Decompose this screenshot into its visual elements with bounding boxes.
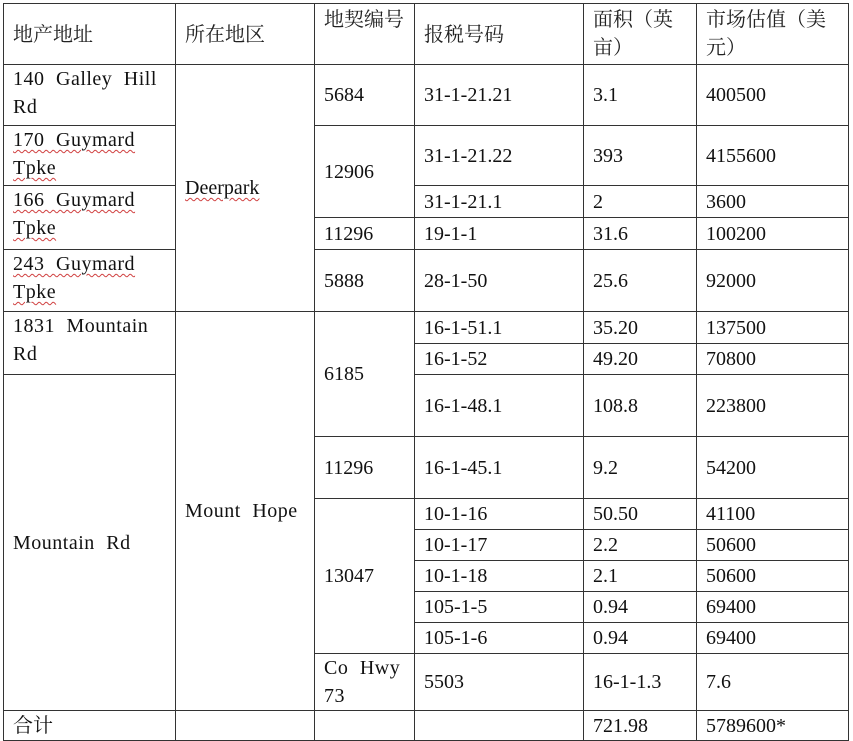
table-row [4, 186, 849, 218]
tax-cell: 10-1-17 [415, 530, 584, 561]
tax-cell: 19-1-1 [415, 218, 584, 250]
table-row [4, 126, 849, 186]
address-cell [4, 65, 176, 126]
area-cell: 7.6 [697, 654, 849, 711]
area-cell: 9.2 [584, 437, 697, 499]
header-row [4, 4, 849, 65]
deed-cell: 11296 [315, 437, 415, 499]
deed-cell: 5684 [315, 65, 415, 126]
header-area: 面积（英亩） [584, 4, 697, 65]
area-cell: 2 [584, 186, 697, 218]
address-cell [4, 186, 176, 250]
table-row [4, 250, 849, 312]
deed-cell: 12906 [315, 126, 415, 218]
header-tax: 报税号码 [415, 4, 584, 65]
value-cell: 223800 [697, 375, 849, 437]
empty-cell [315, 711, 415, 741]
value-cell: 100200 [697, 218, 849, 250]
total-label: 合计 [4, 711, 176, 741]
deed-cell: 5503 [415, 654, 584, 711]
total-row [4, 711, 849, 741]
area-cell: 49.20 [584, 344, 697, 375]
address-cell [4, 375, 176, 711]
address-text: 140 Galley Hill Rd [13, 68, 157, 118]
value-cell: 3600 [697, 186, 849, 218]
tax-cell: 31-1-21.1 [415, 186, 584, 218]
value-cell: 50600 [697, 561, 849, 592]
area-cell: 3.1 [584, 65, 697, 126]
address-cell [4, 126, 176, 186]
value-cell: 137500 [697, 312, 849, 344]
area-cell: 108.8 [584, 375, 697, 437]
tax-cell: 28-1-50 [415, 250, 584, 312]
address-cell [4, 312, 176, 375]
tax-cell: 16-1-1.3 [584, 654, 697, 711]
value-cell: 50600 [697, 530, 849, 561]
value-cell: 41100 [697, 499, 849, 530]
deed-cell: 6185 [315, 312, 415, 437]
address-cell [315, 654, 415, 711]
address-text: Co Hwy 73 [324, 657, 401, 707]
deed-cell: 13047 [315, 499, 415, 654]
area-cell: 50.50 [584, 499, 697, 530]
value-cell: 69400 [697, 592, 849, 623]
tax-cell: 105-1-6 [415, 623, 584, 654]
area-cell: 2.1 [584, 561, 697, 592]
empty-cell [415, 711, 584, 741]
tax-cell: 31-1-21.22 [415, 126, 584, 186]
tax-cell: 16-1-48.1 [415, 375, 584, 437]
address-text: 170 Guymard Tpke [13, 129, 136, 179]
tax-cell: 16-1-45.1 [415, 437, 584, 499]
tax-cell: 16-1-51.1 [415, 312, 584, 344]
address-cell [4, 250, 176, 312]
tax-cell: 10-1-16 [415, 499, 584, 530]
region-text: Deerpark [185, 177, 260, 199]
header-region: 所在地区 [176, 4, 315, 65]
area-cell: 31.6 [584, 218, 697, 250]
total-value: 5789600* [697, 711, 849, 741]
region-cell [176, 312, 315, 711]
value-cell: 400500 [697, 65, 849, 126]
area-cell: 2.2 [584, 530, 697, 561]
area-cell: 0.94 [584, 592, 697, 623]
table-row [4, 312, 849, 344]
value-cell: 54200 [697, 437, 849, 499]
deed-cell: 5888 [315, 250, 415, 312]
tax-cell: 31-1-21.21 [415, 65, 584, 126]
table-row [4, 375, 849, 437]
area-cell: 0.94 [584, 623, 697, 654]
address-text: 243 Guymard Tpke [13, 253, 136, 303]
header-address: 地产地址 [4, 4, 176, 65]
value-cell: 4155600 [697, 126, 849, 186]
empty-cell [176, 711, 315, 741]
tax-cell: 16-1-52 [415, 344, 584, 375]
value-cell: 92000 [697, 250, 849, 312]
address-text: 166 Guymard Tpke [13, 189, 136, 239]
deed-cell: 11296 [315, 218, 415, 250]
area-cell: 25.6 [584, 250, 697, 312]
area-cell: 393 [584, 126, 697, 186]
tax-cell: 105-1-5 [415, 592, 584, 623]
total-area: 721.98 [584, 711, 697, 741]
header-deed: 地契编号 [315, 4, 415, 65]
region-text: Mount Hope [185, 500, 298, 522]
region-cell [176, 65, 315, 312]
address-text: 1831 Mountain Rd [13, 315, 149, 365]
address-text: Mountain Rd [13, 531, 131, 554]
value-cell: 70800 [697, 344, 849, 375]
property-table [3, 3, 849, 741]
value-cell: 69400 [697, 623, 849, 654]
tax-cell: 10-1-18 [415, 561, 584, 592]
area-cell: 35.20 [584, 312, 697, 344]
header-value: 市场估值（美元） [697, 4, 849, 65]
table-row [4, 65, 849, 126]
